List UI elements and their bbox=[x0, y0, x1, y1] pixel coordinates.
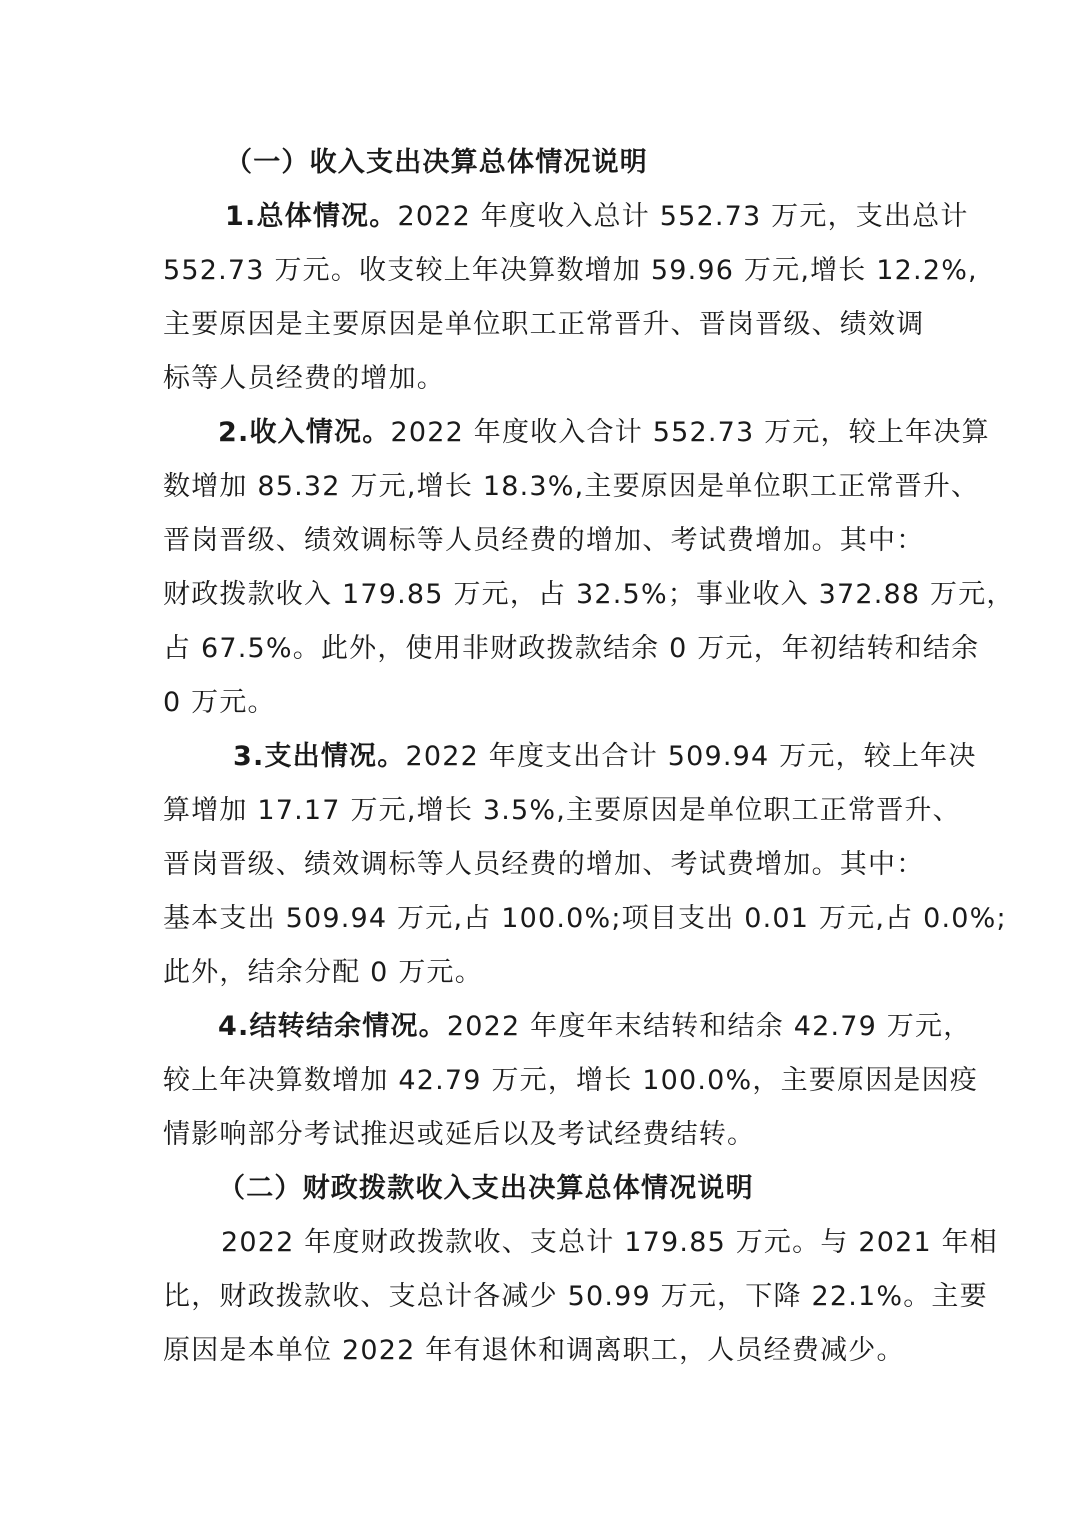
paragraph-line: 基本支出 509.94 万元,占 100.0%;项目支出 0.01 万元,占 0.0%; bbox=[163, 903, 1007, 934]
paragraph-text: 2022 年度收入总计 552.73 万元，支出总计 bbox=[397, 201, 969, 232]
paragraph-title: 1.总体情况。 bbox=[225, 201, 398, 232]
paragraph-title: 3.支出情况。 bbox=[233, 741, 406, 772]
paragraph-line: 算增加 17.17 万元,增长 3.5%,主要原因是单位职工正常晋升、 bbox=[163, 795, 961, 826]
document-page bbox=[163, 136, 1015, 1378]
paragraph-line: 比，财政拨款收、支总计各减少 50.99 万元，下降 22.1%。主要 bbox=[163, 1281, 988, 1312]
paragraph-line bbox=[163, 406, 990, 460]
paragraph-fiscal bbox=[163, 1216, 999, 1378]
paragraph-line: 占 67.5%。此外，使用非财政拨款结余 0 万元，年初结转和结余 bbox=[163, 633, 980, 664]
paragraph-line: 较上年决算数增加 42.79 万元，增长 100.0%，主要原因是因疫 bbox=[163, 1065, 978, 1096]
paragraph-line bbox=[163, 1000, 972, 1054]
paragraph-line: 晋岗晋级、绩效调标等人员经费的增加、考试费增加。其中： bbox=[163, 525, 925, 556]
paragraph-line: 数增加 85.32 万元,增长 18.3%,主要原因是单位职工正常晋升、 bbox=[163, 471, 980, 502]
paragraph-line: 晋岗晋级、绩效调标等人员经费的增加、考试费增加。其中： bbox=[163, 849, 925, 880]
paragraph-text: 2022 年度支出合计 509.94 万元，较上年决 bbox=[405, 741, 977, 772]
paragraph-line: 0 万元。 bbox=[163, 687, 276, 718]
paragraph-line: 552.73 万元。收支较上年决算数增加 59.96 万元,增长 12.2%, bbox=[163, 255, 978, 286]
paragraph-line: 主要原因是主要原因是单位职工正常晋升、晋岗晋级、绩效调 bbox=[163, 309, 925, 340]
paragraph-line: 财政拨款收入 179.85 万元，占 32.5%；事业收入 372.88 万元， bbox=[163, 579, 1015, 610]
paragraph-line: 标等人员经费的增加。 bbox=[163, 363, 445, 394]
paragraph-overall bbox=[163, 190, 978, 406]
paragraph-line: 2022 年度财政拨款收、支总计 179.85 万元。与 2021 年相 bbox=[221, 1227, 999, 1258]
paragraph-title: 2.收入情况。 bbox=[218, 417, 391, 448]
paragraph-text: 2022 年度年末结转和结余 42.79 万元， bbox=[446, 1011, 972, 1042]
paragraph-line: 情影响部分考试推迟或延后以及考试经费结转。 bbox=[163, 1119, 756, 1150]
paragraph-expense bbox=[163, 730, 1007, 1000]
paragraph-line: 原因是本单位 2022 年有退休和调离职工，人员经费减少。 bbox=[163, 1335, 905, 1366]
paragraph-carryover bbox=[163, 1000, 978, 1162]
paragraph-line bbox=[163, 190, 969, 244]
section1-heading: （一）收入支出决算总体情况说明 bbox=[225, 147, 648, 178]
paragraph-text: 2022 年度收入合计 552.73 万元，较上年决算 bbox=[390, 417, 990, 448]
paragraph-line: 此外，结余分配 0 万元。 bbox=[163, 957, 483, 988]
paragraph-line bbox=[163, 730, 977, 784]
paragraph-income bbox=[163, 406, 1015, 730]
section2-heading: （二）财政拨款收入支出决算总体情况说明 bbox=[218, 1173, 754, 1204]
paragraph-title: 4.结转结余情况。 bbox=[218, 1011, 447, 1042]
